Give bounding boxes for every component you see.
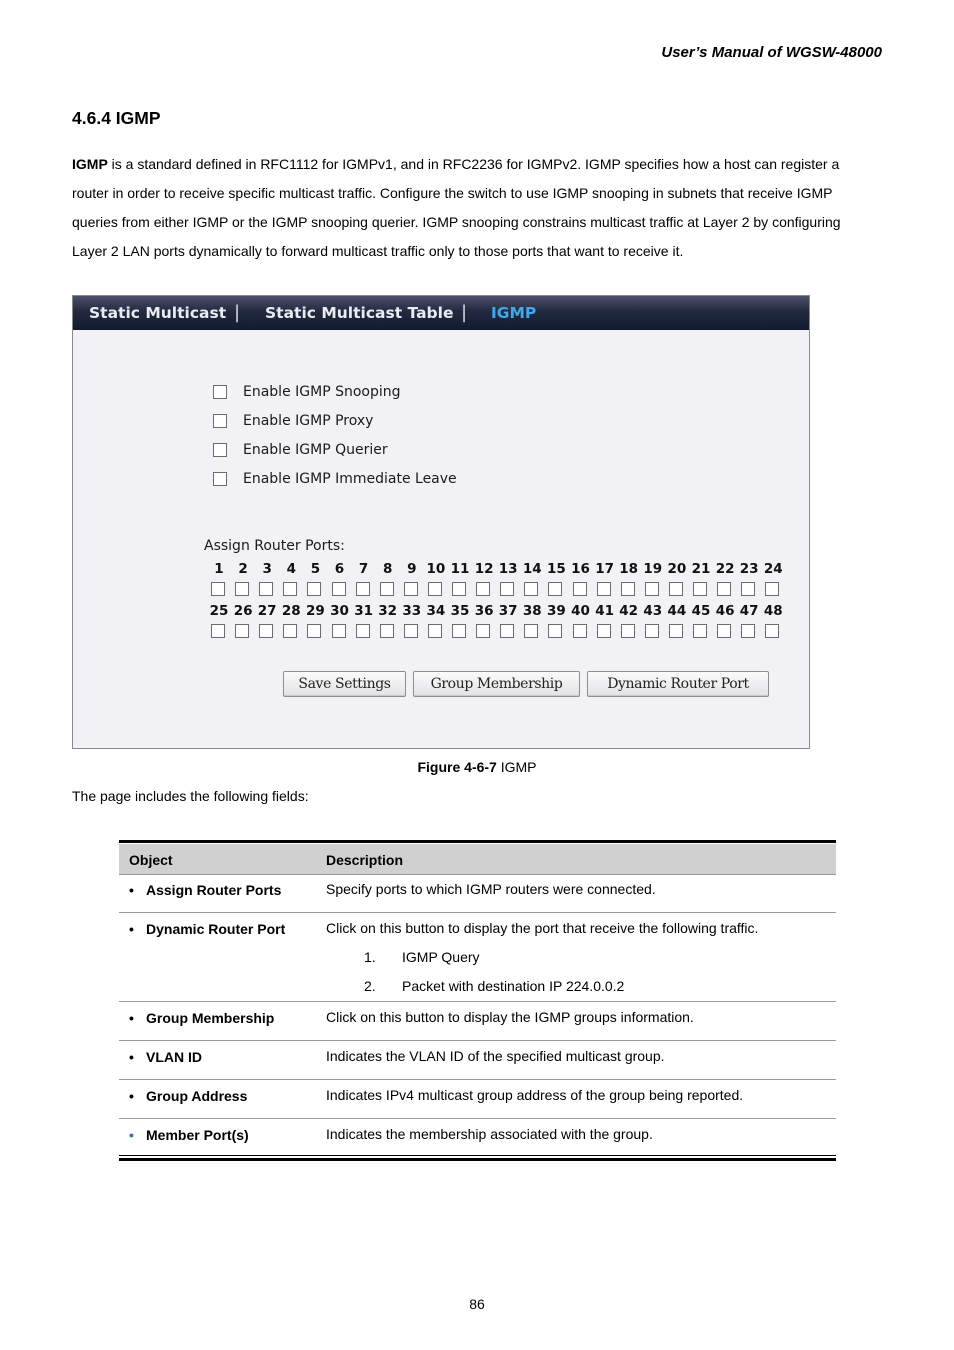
igmp-querier-checkbox[interactable]: [213, 443, 227, 457]
router-port: [593, 603, 617, 621]
router-port-checkbox[interactable]: [500, 582, 514, 596]
port-number: 21: [691, 561, 711, 577]
router-port: [255, 603, 279, 621]
router-port-checkbox[interactable]: [380, 624, 394, 638]
router-port-checkbox[interactable]: [259, 582, 273, 596]
router-port-checkbox[interactable]: [283, 582, 297, 596]
bullet: •: [129, 1010, 134, 1026]
row-object: [129, 1127, 249, 1143]
port-number: 22: [715, 561, 735, 577]
router-port-checkbox[interactable]: [693, 624, 707, 638]
router-port-checkbox[interactable]: [500, 624, 514, 638]
router-port-checkbox[interactable]: [235, 582, 249, 596]
router-port: [496, 603, 520, 621]
table-row: [119, 1002, 836, 1041]
list-number: 2.: [364, 978, 376, 994]
router-port: [665, 561, 689, 579]
port-number: 15: [546, 561, 566, 577]
port-number: 41: [595, 603, 614, 619]
router-port-checkbox[interactable]: [428, 624, 442, 638]
router-port: [352, 561, 376, 579]
router-port: [593, 561, 617, 579]
port-number: 2: [238, 561, 248, 577]
header-object: Object: [129, 852, 173, 868]
router-port: [207, 603, 231, 621]
intro-bold-term: IGMP: [72, 156, 108, 172]
row-object: [129, 1049, 202, 1065]
port-number: 5: [310, 561, 321, 577]
router-port-checkbox[interactable]: [645, 582, 659, 596]
page-number: 86: [469, 1296, 485, 1312]
router-port: [328, 561, 352, 579]
port-number: 43: [643, 603, 663, 619]
router-port: [689, 561, 713, 579]
router-port: [544, 603, 568, 621]
router-port: [279, 561, 303, 579]
router-port-checkbox[interactable]: [404, 582, 418, 596]
router-port-checkbox[interactable]: [307, 582, 321, 596]
igmp-snooping-label: Enable IGMP Snooping: [243, 384, 401, 400]
router-port-checkbox[interactable]: [717, 624, 731, 638]
port-number: 6: [334, 561, 345, 577]
router-port: [544, 561, 568, 579]
port-number: 28: [281, 603, 301, 619]
router-port: [496, 561, 520, 579]
row-object-label: Assign Router Ports: [146, 882, 282, 898]
row-object-label: Member Port(s): [146, 1127, 249, 1143]
port-number: 47: [739, 603, 759, 619]
router-port-checkbox[interactable]: [428, 582, 442, 596]
row-object-label: Group Membership: [146, 1010, 275, 1026]
row-object-label: Group Address: [146, 1088, 248, 1104]
port-number: 13: [498, 561, 518, 577]
router-port-checkbox[interactable]: [573, 582, 587, 596]
tab-static-multicast-table[interactable]: Static Multicast Table: [265, 304, 454, 322]
list-number: 1.: [364, 949, 376, 965]
port-number: 3: [262, 561, 272, 577]
igmp-settings-panel: [72, 295, 810, 749]
port-number: 36: [474, 603, 494, 619]
list-item: Packet with destination IP 224.0.0.2: [402, 978, 625, 994]
router-port-checkbox[interactable]: [548, 624, 562, 638]
table-row: [119, 874, 836, 913]
row-description: Indicates the membership associated with the group.: [326, 1126, 653, 1142]
port-number: 30: [330, 603, 349, 619]
port-number: 16: [571, 561, 590, 577]
port-number: 46: [715, 603, 735, 619]
router-port-checkbox[interactable]: [211, 582, 225, 596]
port-number: 29: [305, 603, 325, 619]
assign-router-ports-label: Assign Router Ports:: [204, 538, 345, 554]
group-membership-button[interactable]: Group Membership: [413, 671, 580, 697]
dynamic-router-port-button[interactable]: Dynamic Router Port: [587, 671, 769, 697]
port-number: 34: [426, 603, 446, 619]
table-bottom-rule: [119, 1155, 836, 1156]
router-port: [617, 603, 641, 621]
router-port: [376, 561, 400, 579]
router-port: [352, 603, 376, 621]
router-port-checkbox[interactable]: [693, 582, 707, 596]
router-port-checkbox[interactable]: [404, 624, 418, 638]
section-title: 4.6.4 IGMP: [72, 108, 161, 128]
router-port: [472, 603, 496, 621]
table-row: [119, 1080, 836, 1119]
router-port: [303, 603, 327, 621]
port-number: 4: [286, 561, 296, 577]
router-port-checkbox[interactable]: [597, 582, 611, 596]
row-object: [129, 882, 281, 898]
router-port: [400, 603, 424, 621]
manual-header: User’s Manual of WGSW-48000: [661, 44, 882, 61]
router-port: [231, 561, 255, 579]
table-bottom-rule: [119, 1158, 836, 1161]
row-object: [129, 1088, 247, 1104]
router-port: [328, 603, 352, 621]
router-port-checkbox[interactable]: [717, 582, 731, 596]
router-port: [665, 603, 689, 621]
figure-number: Figure 4-6-7: [417, 759, 497, 775]
tab-separator: |: [461, 302, 468, 323]
port-number: 1: [214, 561, 224, 577]
router-port: [569, 603, 593, 621]
table-top-rule: [119, 840, 836, 843]
router-port: [737, 603, 761, 621]
router-port: [448, 561, 472, 579]
port-number: 7: [358, 561, 369, 577]
row-object: [129, 921, 285, 937]
tab-separator: |: [234, 302, 241, 323]
router-port: [569, 561, 593, 579]
router-port-checkbox[interactable]: [235, 624, 249, 638]
tab-static-multicast[interactable]: Static Multicast: [89, 304, 227, 322]
router-port: [424, 561, 448, 579]
router-port-checkbox[interactable]: [524, 582, 538, 596]
router-port: [689, 603, 713, 621]
port-number: 33: [402, 603, 422, 619]
router-port-checkbox[interactable]: [524, 624, 538, 638]
port-number: 31: [354, 603, 373, 619]
tab-bar: [73, 296, 809, 330]
bullet: •: [129, 1127, 134, 1143]
router-port-checkbox[interactable]: [669, 624, 683, 638]
router-port-checkbox[interactable]: [548, 582, 562, 596]
port-number: 11: [450, 561, 470, 577]
router-port: [520, 603, 544, 621]
router-port-checkbox[interactable]: [621, 582, 635, 596]
row-description: Indicates the VLAN ID of the specified multicast group.: [326, 1048, 665, 1064]
bullet: •: [129, 921, 134, 937]
port-number: 44: [667, 603, 687, 619]
router-port-checkbox[interactable]: [259, 624, 273, 638]
router-port-checkbox[interactable]: [741, 624, 755, 638]
router-port: [761, 561, 785, 579]
router-port-checkbox[interactable]: [452, 624, 466, 638]
figure-title: IGMP: [496, 759, 537, 775]
router-port-checkbox[interactable]: [476, 582, 490, 596]
router-port-checkbox[interactable]: [621, 624, 635, 638]
router-port-checkbox[interactable]: [645, 624, 659, 638]
router-port-checkbox[interactable]: [765, 624, 779, 638]
router-port-checkbox[interactable]: [765, 582, 779, 596]
router-port: [448, 603, 472, 621]
row-description: Click on this button to display the port that receive the following traffic.: [326, 920, 759, 936]
save-settings-button[interactable]: Save Settings: [283, 671, 406, 697]
list-item: IGMP Query: [402, 949, 480, 965]
port-number: 39: [546, 603, 566, 619]
port-number: 35: [450, 603, 470, 619]
bullet: •: [129, 1049, 134, 1065]
router-port-checkbox[interactable]: [307, 624, 321, 638]
port-number: 20: [667, 561, 687, 577]
router-port-checkbox[interactable]: [211, 624, 225, 638]
router-port: [617, 561, 641, 579]
port-number: 12: [474, 561, 494, 577]
router-port-checkbox[interactable]: [476, 624, 490, 638]
router-port: [400, 561, 424, 579]
igmp-querier-label: Enable IGMP Querier: [243, 442, 388, 458]
row-object-label: Dynamic Router Port: [146, 921, 286, 937]
router-port: [713, 561, 737, 579]
router-port: [279, 603, 303, 621]
port-number: 10: [426, 561, 446, 577]
router-port: [641, 561, 665, 579]
bullet: •: [129, 882, 134, 898]
row-object-label: VLAN ID: [146, 1049, 202, 1065]
port-number: 23: [739, 561, 759, 577]
router-port-checkbox[interactable]: [356, 582, 370, 596]
port-number: 45: [691, 603, 711, 619]
row-description: Specify ports to which IGMP routers were connected.: [326, 881, 656, 897]
port-number: 8: [382, 561, 393, 577]
header-description: Description: [326, 852, 404, 868]
router-port: [520, 561, 544, 579]
port-number: 38: [522, 603, 542, 619]
router-port: [472, 561, 496, 579]
router-port: [641, 603, 665, 621]
table-header: [119, 844, 836, 875]
router-port: [376, 603, 400, 621]
port-number: 48: [763, 603, 783, 619]
router-port-checkbox[interactable]: [452, 582, 466, 596]
figure-caption: [0, 759, 954, 775]
port-number: 19: [643, 561, 663, 577]
port-number: 42: [619, 603, 639, 619]
router-port-checkbox[interactable]: [332, 624, 346, 638]
table-row: [119, 1041, 836, 1080]
port-number: 37: [498, 603, 518, 619]
row-object: [129, 1010, 274, 1026]
router-port: [761, 603, 785, 621]
intro-paragraph: [72, 150, 872, 266]
port-number: 27: [257, 603, 277, 619]
port-number: 26: [233, 603, 253, 619]
bullet: •: [129, 1088, 134, 1104]
port-number: 9: [407, 561, 417, 577]
router-port: [713, 603, 737, 621]
router-port-checkbox[interactable]: [597, 624, 611, 638]
intro-text: is a standard defined in RFC1112 for IGMPv1, and in RFC2236 for IGMPv2. IGMP specifies how a host can register a router in order to receive specific multicast traffic. Configure the switch to use IGMP snooping in subnets that receive IGMP queries from either IGMP or the IGMP snooping querier. IGMP snooping constrains multicast traffic at Layer 2 by configuring Layer 2 LAN ports dynamically to forward multicast traffic only to those ports that want to receive it.: [72, 156, 841, 259]
router-port-checkbox[interactable]: [356, 624, 370, 638]
port-number: 17: [595, 561, 614, 577]
router-port: [303, 561, 327, 579]
router-port: [424, 603, 448, 621]
port-number: 32: [378, 603, 398, 619]
router-port-checkbox[interactable]: [283, 624, 297, 638]
router-port: [737, 561, 761, 579]
router-port: [207, 561, 231, 579]
router-port-checkbox[interactable]: [741, 582, 755, 596]
router-port-checkbox[interactable]: [669, 582, 683, 596]
table-row: [119, 1119, 836, 1155]
router-port-checkbox[interactable]: [380, 582, 394, 596]
igmp-proxy-label: Enable IGMP Proxy: [243, 413, 374, 429]
port-number: 25: [209, 603, 229, 619]
igmp-proxy-checkbox[interactable]: [213, 414, 227, 428]
port-number: 40: [571, 603, 590, 619]
port-number: 24: [763, 561, 783, 577]
port-number: 14: [522, 561, 542, 577]
port-number: 18: [619, 561, 639, 577]
router-port-checkbox[interactable]: [332, 582, 346, 596]
router-port: [231, 603, 255, 621]
row-description: Click on this button to display the IGMP groups information.: [326, 1009, 694, 1025]
table-row: [119, 913, 836, 1002]
row-description: Indicates IPv4 multicast group address of the group being reported.: [326, 1087, 744, 1103]
router-port-checkbox[interactable]: [573, 624, 587, 638]
fields-intro: The page includes the following fields:: [72, 788, 309, 804]
igmp-snooping-checkbox[interactable]: [213, 385, 227, 399]
router-port: [255, 561, 279, 579]
igmp-immediate-leave-checkbox[interactable]: [213, 472, 227, 486]
tab-igmp[interactable]: IGMP: [491, 304, 537, 322]
igmp-immediate-leave-label: Enable IGMP Immediate Leave: [243, 471, 457, 487]
